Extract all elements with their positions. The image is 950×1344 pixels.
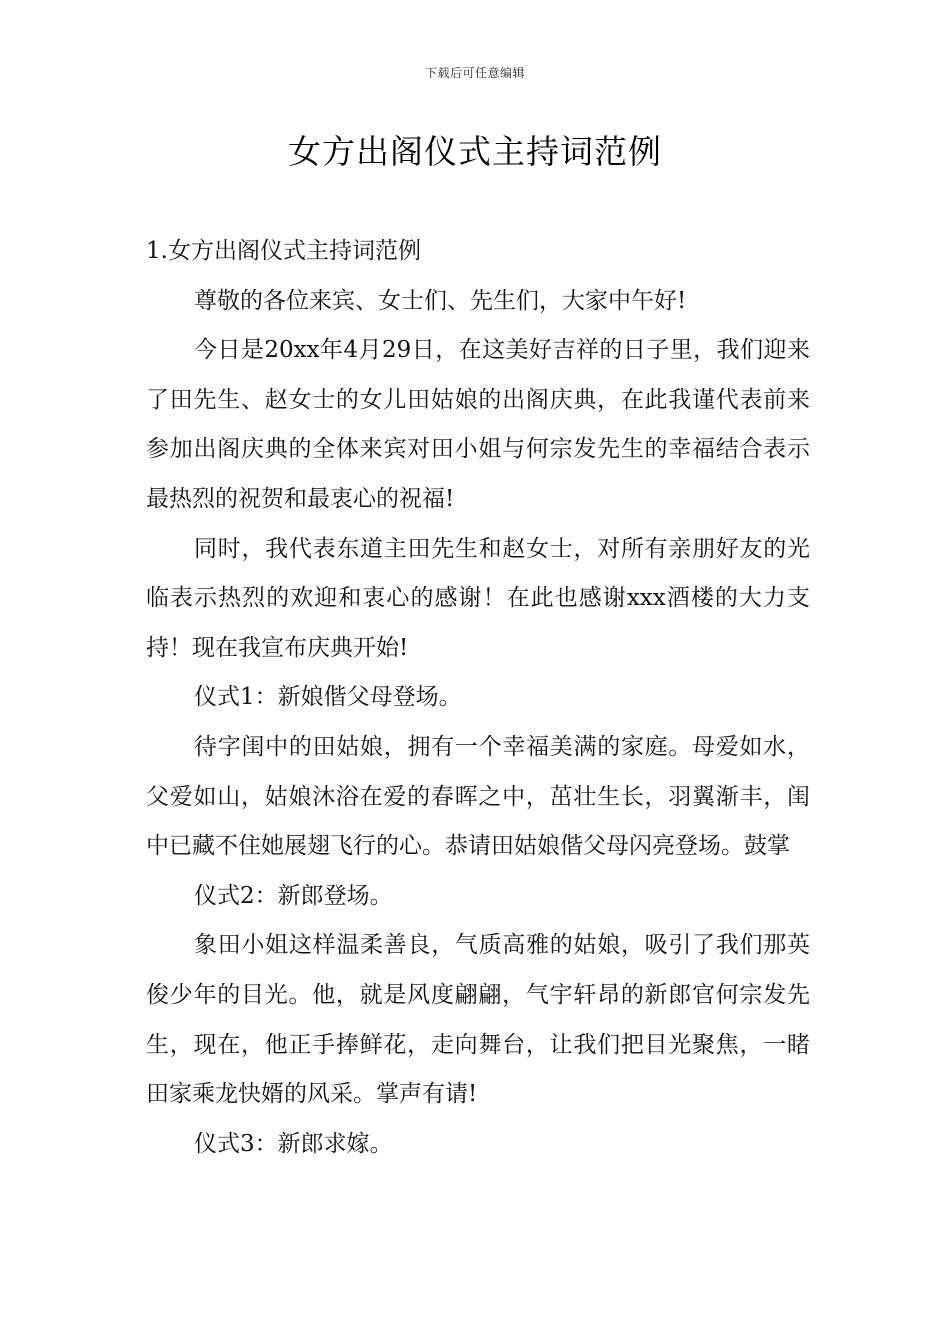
paragraph-opening: 今日是20xx年4月29日，在这美好吉祥的日子里，我们迎来了田先生、赵女士的女儿田姑娘的出阁庆典，在此我谨代表前来参加出阁庆典的全体来宾对田小姐与何宗发先生的幸福结合表示最热烈的祝贺和最衷心的祝福! (146, 337, 810, 512)
document-title: 女方出阁仪式主持词范例 (288, 132, 662, 171)
header-note: 下载后可任意编辑 (424, 66, 525, 80)
document-body (146, 227, 810, 1169)
paragraph-welcome: 同时，我代表东道主田先生和赵女士，对所有亲朋好友的光临表示热烈的欢迎和衷心的感谢！在此也感谢xxx酒楼的大力支持！现在我宣布庆典开始! (146, 535, 810, 661)
ceremony-step-3-heading: 仪式3：新郎求嫁。 (194, 1130, 393, 1157)
ceremony-step-2-text: 象田小姐这样温柔善良，气质高雅的姑娘，吸引了我们那英俊少年的目光。他，就是风度翩翩，气宇轩昂的新郎官何宗发先生，现在，他正手捧鲜花，走向舞台，让我们把目光聚焦，一睹田家乘龙快婿的风采。掌声有请! (146, 932, 810, 1108)
ceremony-step-1-text: 待字闺中的田姑娘，拥有一个幸福美满的家庭。母爱如水，父爱如山，姑娘沐浴在爱的春晖之中，茁壮生长，羽翼渐丰，闺中已藏不住她展翅飞行的心。恭请田姑娘偕父母闪亮登场。鼓掌 (146, 733, 810, 860)
paragraph-greeting: 尊敬的各位来宾、女士们、先生们，大家中午好! (194, 287, 687, 314)
ceremony-step-2-heading: 仪式2：新郎登场。 (194, 882, 393, 909)
ceremony-step-1-heading: 仪式1：新娘偕父母登场。 (194, 684, 462, 711)
section-heading: 1.女方出阁仪式主持词范例 (146, 238, 421, 264)
